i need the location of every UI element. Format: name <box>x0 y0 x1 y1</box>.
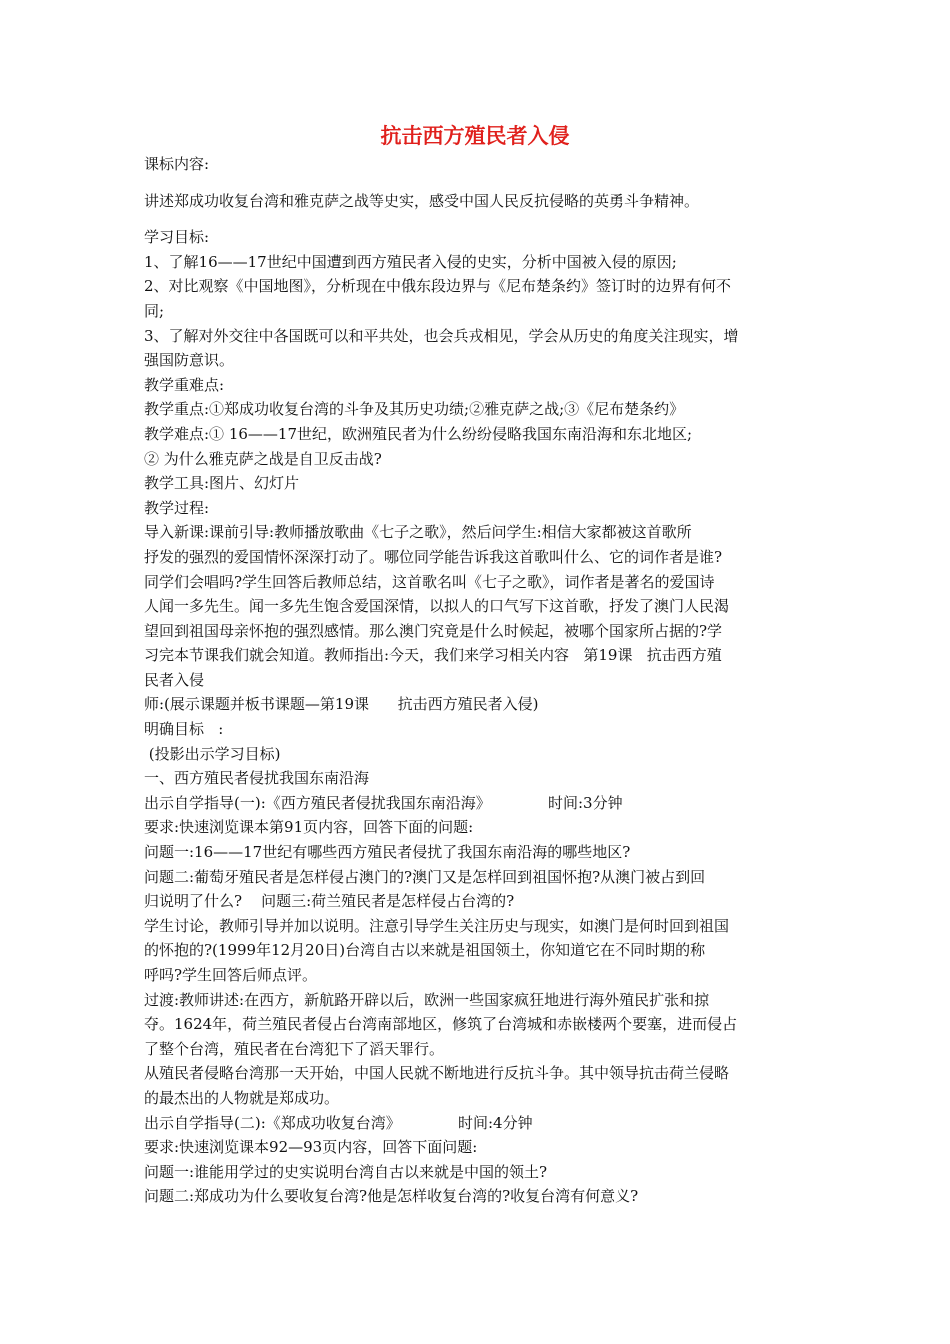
text-line: 讲述郑成功收复台湾和雅克萨之战等史实，感受中国人民反抗侵略的英勇斗争精神。 <box>144 191 700 210</box>
text-line: 抒发的强烈的爱国情怀深深打动了。哪位同学能告诉我这首歌叫什么、它的词作者是谁? <box>144 547 723 566</box>
text-line: 民者入侵 <box>144 670 205 689</box>
text-line: 同学们会唱吗?学生回答后教师总结，这首歌名叫《七子之歌》，词作者是著名的爱国诗 <box>144 572 715 591</box>
text-line: 要求:快速浏览课本第91页内容，回答下面的问题: <box>144 818 474 837</box>
section-lesson-plan <box>144 225 804 1209</box>
text-line: 明确目标 : <box>144 720 224 739</box>
text-line: 课标内容: <box>144 155 210 173</box>
text-line: 教学过程: <box>144 498 210 517</box>
text-line: 问题一:谁能用学过的史实说明台湾自古以来就是中国的领土? <box>144 1162 548 1181</box>
text-line: 夺。1624年，荷兰殖民者侵占台湾南部地区，修筑了台湾城和赤嵌楼两个要塞，进而侵占 <box>144 1015 738 1034</box>
section-curriculum-content <box>144 189 804 214</box>
text-line: 师:(展示课题并板书课题—第19课 抗击西方殖民者入侵) <box>144 695 539 714</box>
spacer <box>144 213 804 225</box>
text-line: 的最杰出的人物就是郑成功。 <box>144 1088 340 1107</box>
text-line: 问题二:郑成功为什么要收复台湾?他是怎样收复台湾的?收复台湾有何意义? <box>144 1187 639 1206</box>
text-line: 问题二:葡萄牙殖民者是怎样侵占澳门的?澳门又是怎样回到祖国怀抱?从澳门被占到回 <box>144 867 706 886</box>
text-line: 从殖民者侵略台湾那一天开始，中国人民就不断地进行反抗斗争。其中领导抗击荷兰侵略 <box>144 1064 730 1083</box>
text-line: 的怀抱的?(1999年12月20日)台湾自古以来就是祖国领土，你知道它在不同时期的称 <box>144 941 706 960</box>
text-line: 教学重点:①郑成功收复台湾的斗争及其历史功绩;②雅克萨之战;③《尼布楚条约》 <box>144 400 685 419</box>
text-line: 教学重难点: <box>144 375 225 394</box>
text-line: 望回到祖国母亲怀抱的强烈感情。那么澳门究竟是什么时候起，被哪个国家所占据的?学 <box>144 621 723 640</box>
text-line: 习完本节课我们就会知道。教师指出:今天，我们来学习相关内容 第19课 抗击西方殖 <box>144 646 722 665</box>
text-line: 归说明了什么? 问题三:荷兰殖民者是怎样侵占台湾的? <box>144 892 515 911</box>
text-line: 3、了解对外交往中各国既可以和平共处，也会兵戎相见，学会从历史的角度关注现实，增 <box>144 326 739 345</box>
text-line: 教学工具:图片、幻灯片 <box>144 474 300 493</box>
text-line: 学生讨论，教师引导并加以说明。注意引导学生关注历史与现实，如澳门是何时回到祖国 <box>144 916 730 935</box>
text-line: 同; <box>144 301 165 320</box>
text-line: 出示自学指导(二):《郑成功收复台湾》 时间:4分钟 <box>144 1113 533 1132</box>
text-line: 人闻一多先生。闻一多先生饱含爱国深情，以拟人的口气写下这首歌，抒发了澳门人民渴 <box>144 597 730 616</box>
text-line: 1、了解16——17世纪中国遭到西方殖民者入侵的史实，分析中国被入侵的原因; <box>144 252 677 271</box>
text-line: 学习目标: <box>144 228 210 247</box>
spacer <box>144 177 804 189</box>
text-line: 了整个台湾，殖民者在台湾犯下了滔天罪行。 <box>144 1039 445 1058</box>
text-line: (投影出示学习目标) <box>144 744 281 763</box>
text-line: 导入新课:课前引导:教师播放歌曲《七子之歌》，然后问学生:相信大家都被这首歌所 <box>144 523 692 542</box>
document-title: 抗击西方殖民者入侵 <box>380 123 570 148</box>
text-line: ② 为什么雅克萨之战是自卫反击战? <box>144 449 382 468</box>
document-body <box>144 152 804 1209</box>
text-line: 出示自学指导(一):《西方殖民者侵扰我国东南沿海》 时间:3分钟 <box>144 793 623 812</box>
text-line: 强国防意识。 <box>144 351 235 370</box>
text-line: 过渡:教师讲述:在西方，新航路开辟以后，欧洲一些国家疯狂地进行海外殖民扩张和掠 <box>144 990 710 1009</box>
section-curriculum-heading <box>144 152 804 177</box>
text-line: 一、西方殖民者侵扰我国东南沿海 <box>144 769 370 788</box>
text-line: 2、对比观察《中国地图》，分析现在中俄东段边界与《尼布楚条约》签订时的边界有何不 <box>144 277 732 296</box>
text-line: 问题一:16——17世纪有哪些西方殖民者侵扰了我国东南沿海的哪些地区? <box>144 843 631 862</box>
text-line: 要求:快速浏览课本92—93页内容，回答下面问题: <box>144 1138 478 1157</box>
text-line: 呼吗?学生回答后师点评。 <box>144 966 318 984</box>
text-line: 教学难点:① 16——17世纪，欧洲殖民者为什么纷纷侵略我国东南沿海和东北地区; <box>144 424 693 443</box>
